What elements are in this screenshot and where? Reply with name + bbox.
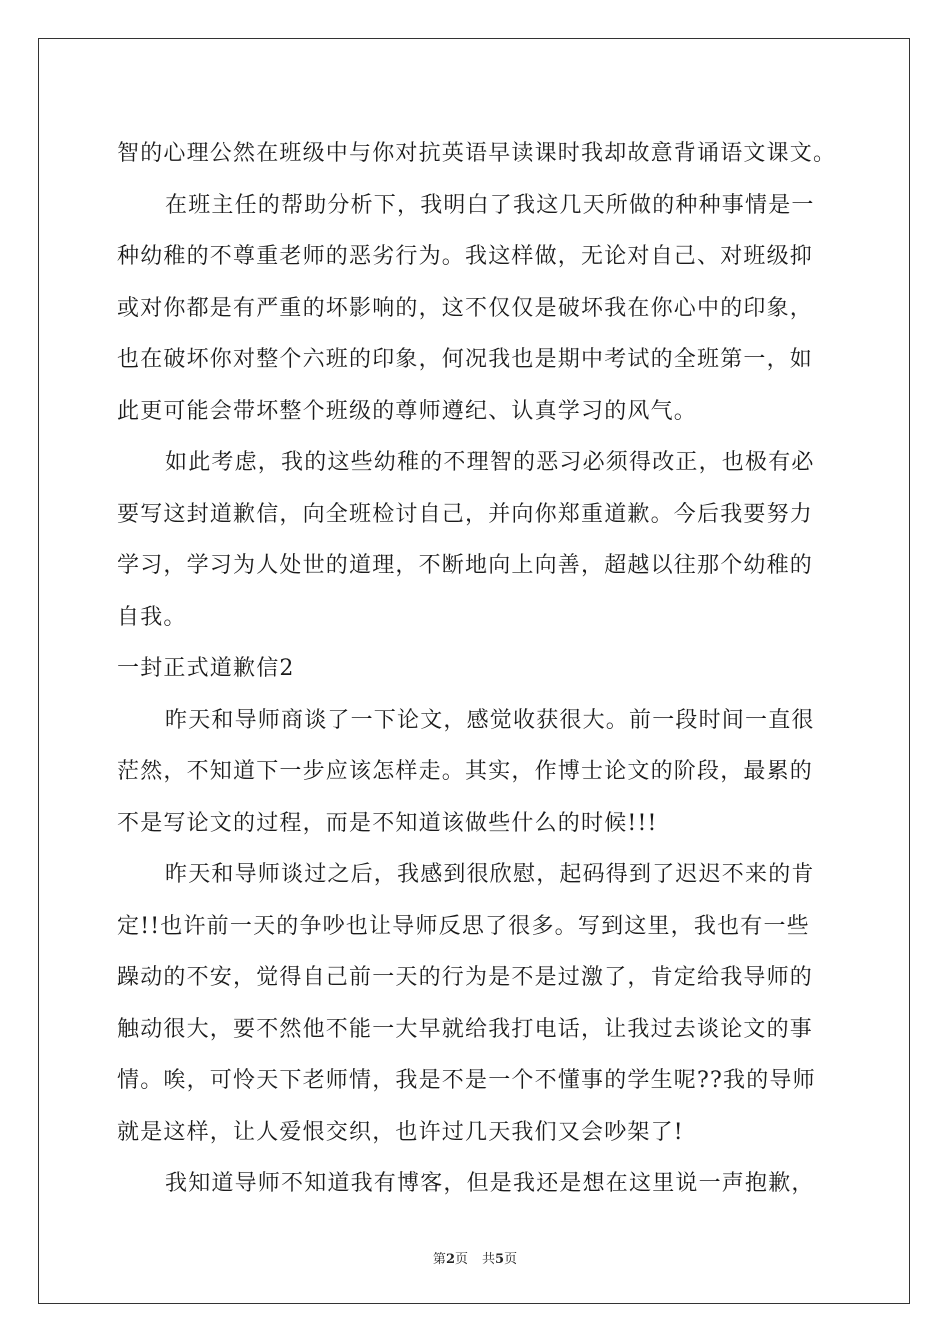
text-line: 情。唉，可怜天下老师情，我是不是一个不懂事的学生呢??我的导师 <box>117 1068 816 1093</box>
text-line: 此更可能会带坏整个班级的尊师遵纪、认真学习的风气。 <box>117 398 698 424</box>
page-number: 2 <box>445 1252 455 1267</box>
total-suffix: 页 <box>504 1252 518 1267</box>
page-footer <box>0 1248 950 1267</box>
paragraph-start-line: 昨天和导师谈过之后，我感到很欣慰，起码得到了迟迟不来的肯 <box>165 862 815 887</box>
section-heading: 一封正式道歉信2 <box>117 656 295 681</box>
text-line: 躁动的不安，觉得自己前一天的行为是不是过激了，肯定给我导师的 <box>117 965 814 990</box>
document-body <box>117 128 837 1210</box>
text-line: 不是写论文的过程，而是不知道该做些什么的时候!!! <box>117 810 658 836</box>
total-prefix: 共 <box>482 1252 496 1267</box>
text-line: 也在破坏你对整个六班的印象，何况我也是期中考试的全班第一，如 <box>117 347 814 372</box>
text-line: 种幼稚的不尊重老师的恶劣行为。我这样做，无论对自己、对班级抑 <box>117 244 814 269</box>
text-line: 自我。 <box>117 604 187 630</box>
text-line: 或对你都是有严重的坏影响的，这不仅仅是破坏我在你心中的印象， <box>117 295 814 321</box>
text-line: 茫然，不知道下一步应该怎样走。其实，作博士论文的阶段，最累的 <box>117 759 814 784</box>
text-line: 定!!也许前一天的争吵也让导师反思了很多。写到这里，我也有一些 <box>117 913 810 939</box>
paragraph-start-line: 昨天和导师商谈了一下论文，感觉收获很大。前一段时间一直很 <box>165 707 815 733</box>
total-pages: 5 <box>495 1252 505 1267</box>
paragraph-start-line: 如此考虑，我的这些幼稚的不理智的恶习必须得改正，也极有必 <box>165 450 815 475</box>
text-line: 学习，学习为人处世的道理，不断地向上向善，超越以往那个幼稚的 <box>117 553 814 578</box>
text-line: 智的心理公然在班级中与你对抗英语早读课时我却故意背诵语文课文。 <box>117 141 837 166</box>
text-line: 触动很大，要不然他不能一大早就给我打电话，让我过去谈论文的事 <box>117 1016 814 1042</box>
paragraph-start-line: 在班主任的帮助分析下，我明白了我这几天所做的种种事情是一 <box>165 192 815 218</box>
text-line: 要写这封道歉信，向全班检讨自己，并向你郑重道歉。今后我要努力 <box>117 501 814 527</box>
page-prefix: 第 <box>432 1252 446 1267</box>
paragraph-start-line: 我知道导师不知道我有博客，但是我还是想在这里说一声抱歉， <box>165 1171 815 1196</box>
text-line: 就是这样，让人爱恨交织，也许过几天我们又会吵架了! <box>117 1119 684 1145</box>
page-suffix: 页 <box>454 1252 468 1267</box>
